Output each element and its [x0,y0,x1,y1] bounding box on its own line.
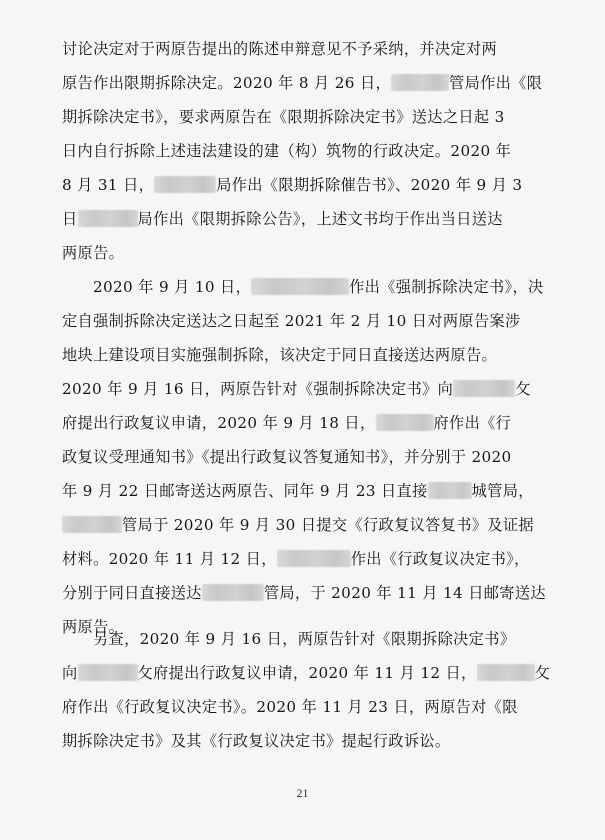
text-line: 定自强制拆除决定送达之日起至 2021 年 2 月 10 日对两原告案涉 [62,312,521,330]
redaction-blur [453,380,515,397]
redaction-blur [428,482,472,499]
text-line: 府作出《行政复议决定书》。2020 年 11 月 23 日，两原告对《限 [62,698,518,716]
text-line: 材料。2020 年 11 月 12 日， 作出《行政复议决定书》， [62,550,530,568]
text-line: 原告作出限期拆除决定。2020 年 8 月 26 日， 管局作出《限 [62,74,543,92]
redaction-blur [277,550,351,567]
redaction-blur [202,584,264,601]
text-line: 讨论决定对于两原告提出的陈述申辩意见不予采纳，并决定对两 [62,40,498,58]
text-line: 府提出行政复议申请，2020 年 9 月 18 日， 府作出《行 [62,414,512,432]
text-line: 日内自行拆除上述违法建设的建（构）筑物的行政决定。2020 年 [62,142,512,160]
redaction-blur [78,664,138,681]
text-line: 两原告。 [62,244,125,262]
redaction-blur [62,516,122,533]
redaction-blur [477,664,535,681]
text-line: 8 月 31 日， 局作出《限期拆除催告书》、2020 年 9 月 3 [62,176,523,194]
redaction-blur [154,176,216,193]
text-line: 期拆除决定书》及其《行政复议决定书》提起行政诉讼。 [62,732,451,750]
redaction-blur [391,74,449,91]
paragraph-start-line: 2020 年 9 月 10 日， 作出《强制拆除决定书》，决 [93,278,544,296]
text-line: 向 攵府提出行政复议申请，2020 年 11 月 12 日， 攵 [62,664,551,682]
text-line: 2020 年 9 月 16 日，两原告针对《强制拆除决定书》向 攵 [62,380,531,398]
text-line: 分别于同日直接送达 管局，于 2020 年 11 月 14 日邮寄送达 [62,584,546,602]
text-line: 政复议受理通知书》《提出行政复议答复通知书》，并分别于 2020 [62,448,512,466]
text-line: 日 局作出《限期拆除公告》，上述文书均于作出当日送达 [62,210,503,228]
text-line: 期拆除决定书》，要求两原告在《限期拆除决定书》送达之日起 3 [62,108,505,126]
text-line: 管局于 2020 年 9 月 30 日提交《行政复议答复书》及证据 [62,508,534,542]
redaction-blur [251,278,349,295]
text-line: 年 9 月 22 日邮寄送达两原告、同年 9 月 23 日直接 城管局， [62,482,534,500]
text-line: 地块上建设项目实施强制拆除，该决定于同日直接送达两原告。 [62,346,498,364]
paragraph-start-line: 另查，2020 年 9 月 16 日，两原告针对《限期拆除决定书》 [93,630,516,648]
page-number: 21 [296,786,309,800]
redaction-blur [376,414,434,431]
redaction-blur [78,210,138,227]
text-line: 两原告。 [62,618,125,636]
